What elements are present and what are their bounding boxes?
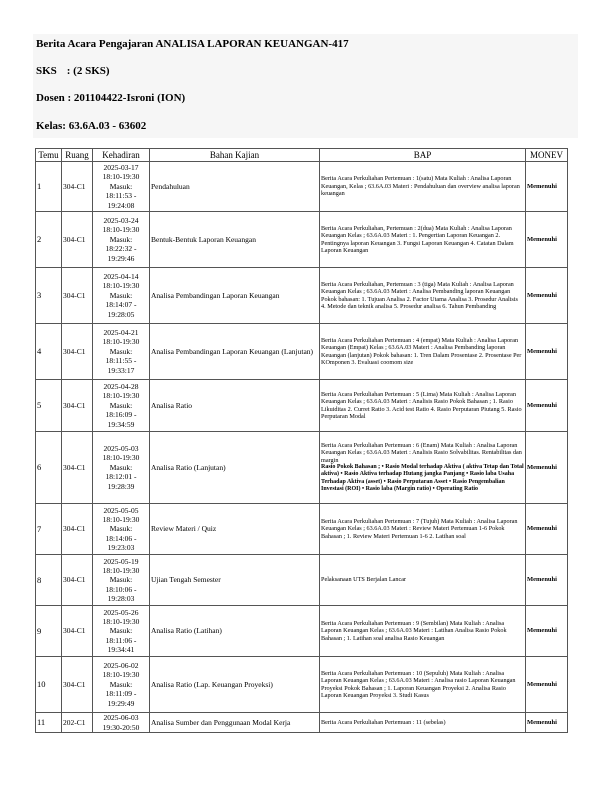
kehadiran-cell bbox=[93, 432, 150, 504]
temu-cell: 8 bbox=[36, 555, 62, 606]
kehadiran-masuk-label: Masuk: bbox=[109, 462, 133, 472]
bahan-kajian-cell: Analisa Sumber dan Penggunaan Modal Kerja bbox=[150, 713, 320, 733]
bahan-kajian-cell: Analisa Ratio bbox=[150, 380, 320, 432]
kehadiran-cell bbox=[93, 713, 150, 733]
kehadiran-masuk-label: Masuk: bbox=[109, 346, 133, 356]
ruang-cell: 304-C1 bbox=[62, 657, 93, 713]
table-row bbox=[36, 713, 568, 733]
kehadiran-cell bbox=[93, 268, 150, 324]
kehadiran-masuk-time: 18:16:09 - 19:34:59 bbox=[105, 410, 137, 429]
column-header-ruang: Ruang bbox=[62, 149, 93, 162]
kehadiran-masuk-time: 18:11:55 - 19:33:17 bbox=[105, 356, 137, 375]
bahan-kajian-cell: Analisa Ratio (Lanjutan) bbox=[150, 432, 320, 504]
table-row bbox=[36, 268, 568, 324]
kehadiran-masuk-time: 18:11:06 - 19:34:41 bbox=[105, 635, 137, 655]
table-row bbox=[36, 162, 568, 212]
column-header-bap: BAP bbox=[320, 149, 526, 162]
kehadiran-date: 2025-05-05 bbox=[103, 505, 139, 515]
table-row bbox=[36, 504, 568, 555]
sks-label: SKS bbox=[36, 65, 57, 77]
kehadiran-masuk-time: 18:12:01 - 19:28:39 bbox=[105, 472, 137, 491]
table-row bbox=[36, 555, 568, 606]
bap-text: Berita Acara Perkuliahan, Pertemuan : 2(dua) Mata Kuliah : Analisa Laporan Keuangan Kelas ; 63.6A.03 Materi : 1. Pengertian Laporan Keuangan 2. Pentingnya laporan Keuangan 3. Fungsi Laporan Keuangan 4. Catatan Dalam Laporan Keuangan bbox=[321, 224, 514, 254]
kehadiran-time: 18:10-19:30 bbox=[102, 565, 140, 575]
ruang-cell: 304-C1 bbox=[62, 268, 93, 324]
kehadiran-masuk-time: 18:14:06 - 19:23:03 bbox=[105, 533, 137, 553]
temu-cell: 3 bbox=[36, 268, 62, 324]
table-header-row bbox=[36, 149, 568, 162]
kehadiran-date: 2025-06-02 bbox=[103, 661, 139, 671]
bap-text: Berita Acara Perkuliahan Pertemuan : 4 (empat) Mata Kuliah : Analisa Laporan Keuangan (Empat) Kelas ; 63.6A.03 Materi : Analisa Pembanding laporan Keuangan (lanjutan) Pokok bahasan: 1. Tren Dalam Prosentase 2. Prosentase Per KOmponen 3. Evaluasi coomom size bbox=[321, 336, 522, 366]
temu-cell: 4 bbox=[36, 324, 62, 380]
temu-cell: 2 bbox=[36, 212, 62, 268]
bap-table bbox=[35, 148, 568, 733]
kehadiran-time: 18:10-19:30 bbox=[102, 391, 140, 401]
bap-text: Berita Acara Perkuliahan Pertemuan : 1(satu) Mata Kuliah : Analisa Laporan Keuangan, Kelas ; 63.6A.03 Materi : Pendahuluan dan overview analisa laporan keuangan bbox=[321, 175, 520, 198]
kehadiran-cell bbox=[93, 657, 150, 713]
bahan-kajian-cell: Bentuk-Bentuk Laporan Keuangan bbox=[150, 212, 320, 268]
kelas-line: Kelas: 63.6A.03 - 63602 bbox=[36, 120, 147, 132]
kehadiran-masuk-time: 18:10:06 - 19:28:03 bbox=[105, 584, 137, 604]
bap-cell bbox=[320, 657, 526, 713]
kehadiran-masuk-label: Masuk: bbox=[109, 575, 133, 585]
ruang-cell: 304-C1 bbox=[62, 162, 93, 212]
ruang-cell: 304-C1 bbox=[62, 555, 93, 606]
bap-bold-text: Rasio Pokok Bahasan ; • Rasio Modal terhadap Aktiva ( aktiva Tetap dan Total aktiva) • Rasio Aktiva terhadap Hutang jangka Panjang • Rasio laba Usaha Terhadap Aktiva (asset) • Rasio Perputaran Asset • Rasio Pengembalian Investasi (ROI) • Rasio laba (Margin ratio) • Operating Ratio bbox=[321, 464, 524, 492]
bap-cell bbox=[320, 555, 526, 606]
kehadiran-date: 2025-04-14 bbox=[103, 272, 139, 282]
kehadiran-masuk-label: Masuk: bbox=[109, 234, 133, 244]
ruang-cell: 202-C1 bbox=[62, 713, 93, 733]
bap-text: Berita Acara Perkuliahan Pertemuan : 6 (Enam) Mata Kuliah : Analisa Laporan Keuangan Kelas ; 63.6A.03 Materi : Analisis Rasio Solvabilitas. Rentabilitas dan margin bbox=[321, 441, 522, 464]
kehadiran-date: 2025-05-19 bbox=[103, 556, 139, 566]
kehadiran-time: 18:10-19:30 bbox=[102, 514, 140, 524]
kehadiran-time: 18:10-19:30 bbox=[102, 225, 140, 235]
sks-value: : (2 SKS) bbox=[66, 65, 110, 77]
kehadiran-date: 2025-06-03 bbox=[103, 713, 139, 723]
bap-text: Berita Acara Perkuliahan Pertemuan : 11 (sebelas) bbox=[321, 718, 446, 726]
sks-line bbox=[36, 65, 110, 77]
monev-cell: Memenuhi bbox=[526, 268, 568, 324]
kehadiran-masuk-time: 18:22:32 - 19:29:46 bbox=[105, 244, 137, 263]
column-header-bahan-kajian: Bahan Kajian bbox=[150, 149, 320, 162]
table-row bbox=[36, 324, 568, 380]
kehadiran-date: 2025-03-17 bbox=[103, 163, 139, 173]
kehadiran-masuk-label: Masuk: bbox=[109, 181, 133, 191]
kehadiran-time: 18:10-19:30 bbox=[102, 172, 140, 182]
bap-cell bbox=[320, 504, 526, 555]
kehadiran-date: 2025-03-24 bbox=[103, 216, 139, 226]
temu-cell: 5 bbox=[36, 380, 62, 432]
kehadiran-masuk-time: 18:11:09 - 19:29:49 bbox=[105, 689, 137, 708]
monev-cell: Memenuhi bbox=[526, 432, 568, 504]
column-header-kehadiran: Kehadiran bbox=[93, 149, 150, 162]
ruang-cell: 304-C1 bbox=[62, 432, 93, 504]
monev-cell: Memenuhi bbox=[526, 162, 568, 212]
kehadiran-masuk-time: 18:11:53 - 19:24:08 bbox=[105, 191, 137, 210]
bap-text: Berita Acara Perkuliahan Pertemuan : 5 (Lima) Mata Kuliah : Analisa Laporan Keuangan Kelas ; 63.6A.03 Materi : Analisis Rasio Pokok Bahasan ; 1. Rasio Likuiditas 2. Curret Ratio 3. Acid test Ratio 4. Rasio Perputaran Piutang 5. Rasio Perputaran Modal bbox=[321, 390, 522, 420]
column-header-temu: Temu bbox=[36, 149, 62, 162]
kehadiran-date: 2025-05-03 bbox=[103, 444, 139, 454]
kehadiran-masuk-label: Masuk: bbox=[109, 679, 133, 689]
monev-cell: Memenuhi bbox=[526, 555, 568, 606]
bahan-kajian-cell: Analisa Ratio (Latihan) bbox=[150, 606, 320, 657]
temu-cell: 6 bbox=[36, 432, 62, 504]
kehadiran-cell bbox=[93, 324, 150, 380]
kehadiran-cell bbox=[93, 212, 150, 268]
bahan-kajian-cell: Analisa Pembandingan Laporan Keuangan bbox=[150, 268, 320, 324]
kehadiran-cell bbox=[93, 555, 150, 606]
bap-text: Berita Acara Perkuliahan Pertemuan : 7 (Tujuh) Mata Kuliah : Analisa Laporan Keuangan Kelas ; 63.6A.03 Materi : Review Materi Pertemuan 1-6 Pokok Bahasan ; 1. Review Materi Pertemuan 1-6 2. Latihan soal bbox=[321, 517, 518, 540]
ruang-cell: 304-C1 bbox=[62, 324, 93, 380]
kehadiran-time: 18:10-19:30 bbox=[102, 453, 140, 463]
kehadiran-date: 2025-04-28 bbox=[103, 382, 139, 392]
kehadiran-masuk-time: 18:14:07 - 19:28:05 bbox=[105, 300, 137, 319]
kehadiran-masuk-label: Masuk: bbox=[109, 290, 133, 300]
kehadiran-time: 18:10-19:30 bbox=[102, 670, 140, 680]
ruang-cell: 304-C1 bbox=[62, 380, 93, 432]
temu-cell: 11 bbox=[36, 713, 62, 733]
bahan-kajian-cell: Review Materi / Quiz bbox=[150, 504, 320, 555]
kehadiran-time: 18:10-19:30 bbox=[102, 281, 140, 291]
kehadiran-masuk-label: Masuk: bbox=[109, 626, 133, 636]
monev-cell: Memenuhi bbox=[526, 657, 568, 713]
kehadiran-cell bbox=[93, 162, 150, 212]
column-header-monev: MONEV bbox=[526, 149, 568, 162]
kehadiran-time: 18:10-19:30 bbox=[102, 616, 140, 626]
bap-cell bbox=[320, 432, 526, 504]
bap-text: Berita Acara Perkuliahan, Pertemuan : 3 (tiga) Mata Kuliah : Analisa Laporan Keuangan Kelas ; 63.6A.03 Materi : Analisa Pembanding laporan Keuangan Pokok bahasan: 1. Tujuan Analisa 2. Factor Utama Analisa 3. Prosedur Analisis 4. Metode dan teknik analisa 5. Prosedur analisa 6. Tahun Pembanding bbox=[321, 280, 518, 310]
table-row bbox=[36, 380, 568, 432]
temu-cell: 7 bbox=[36, 504, 62, 555]
bahan-kajian-cell: Analisa Pembandingan Laporan Keuangan (Lanjutan) bbox=[150, 324, 320, 380]
bap-text: Berita Acara Perkuliahan Pertemuan : 9 (Sembilan) Mata Kuliah : Analisa Laporan Keuangan Kelas ; 63.6A.03 Materi : Latihan Analisa Rasio Pokok Bahasan ; 1. Latihan soal analisa Rasio Keuangan bbox=[321, 619, 507, 642]
bap-cell bbox=[320, 324, 526, 380]
document-header bbox=[33, 34, 578, 138]
bahan-kajian-cell: Analisa Ratio (Lap. Keuangan Proyeksi) bbox=[150, 657, 320, 713]
bap-cell bbox=[320, 268, 526, 324]
table-row bbox=[36, 606, 568, 657]
table-row bbox=[36, 212, 568, 268]
temu-cell: 1 bbox=[36, 162, 62, 212]
bap-text: Pelaksanaan UTS Berjalan Lancar bbox=[321, 576, 407, 584]
temu-cell: 10 bbox=[36, 657, 62, 713]
ruang-cell: 304-C1 bbox=[62, 212, 93, 268]
ruang-cell: 304-C1 bbox=[62, 606, 93, 657]
document-title: Berita Acara Pengajaran ANALISA LAPORAN KEUANGAN-417 bbox=[36, 38, 349, 50]
bap-cell bbox=[320, 606, 526, 657]
kehadiran-cell bbox=[93, 380, 150, 432]
kehadiran-time: 18:10-19:30 bbox=[102, 337, 140, 347]
kehadiran-masuk-label: Masuk: bbox=[109, 524, 133, 534]
monev-cell: Memenuhi bbox=[526, 324, 568, 380]
kehadiran-time: 19:30-20:50 bbox=[102, 722, 140, 732]
temu-cell: 9 bbox=[36, 606, 62, 657]
bap-cell bbox=[320, 162, 526, 212]
monev-cell: Memenuhi bbox=[526, 504, 568, 555]
kehadiran-date: 2025-05-26 bbox=[103, 607, 139, 617]
monev-cell: Memenuhi bbox=[526, 380, 568, 432]
monev-cell: Memenuhi bbox=[526, 713, 568, 733]
table-row bbox=[36, 432, 568, 504]
bahan-kajian-cell: Pendahuluan bbox=[150, 162, 320, 212]
monev-cell: Memenuhi bbox=[526, 212, 568, 268]
bahan-kajian-cell: Ujian Tengah Semester bbox=[150, 555, 320, 606]
bap-cell bbox=[320, 212, 526, 268]
table-row bbox=[36, 657, 568, 713]
bap-cell bbox=[320, 713, 526, 733]
ruang-cell: 304-C1 bbox=[62, 504, 93, 555]
kehadiran-date: 2025-04-21 bbox=[103, 328, 139, 338]
kehadiran-masuk-label: Masuk: bbox=[109, 400, 133, 410]
dosen-line: Dosen : 201104422-Isroni (ION) bbox=[36, 92, 186, 104]
kehadiran-cell bbox=[93, 504, 150, 555]
bap-text: Berita Acara Perkuliahan Pertemuan : 10 (Sepuluh) Mata Kuliah : Analisa Laporan Keuangan Kelas ; 63.6A.03 Materi : Analisa rasio Laporan Keuangan Proyeksi Pokok Bahasan ; 1. Laporan Keuangan Proyeksi 2. Analisa Rasio Laporan Keuangan Proyeksi 3. Studi Kasus bbox=[321, 669, 516, 699]
bap-cell bbox=[320, 380, 526, 432]
kehadiran-cell bbox=[93, 606, 150, 657]
monev-cell: Memenuhi bbox=[526, 606, 568, 657]
